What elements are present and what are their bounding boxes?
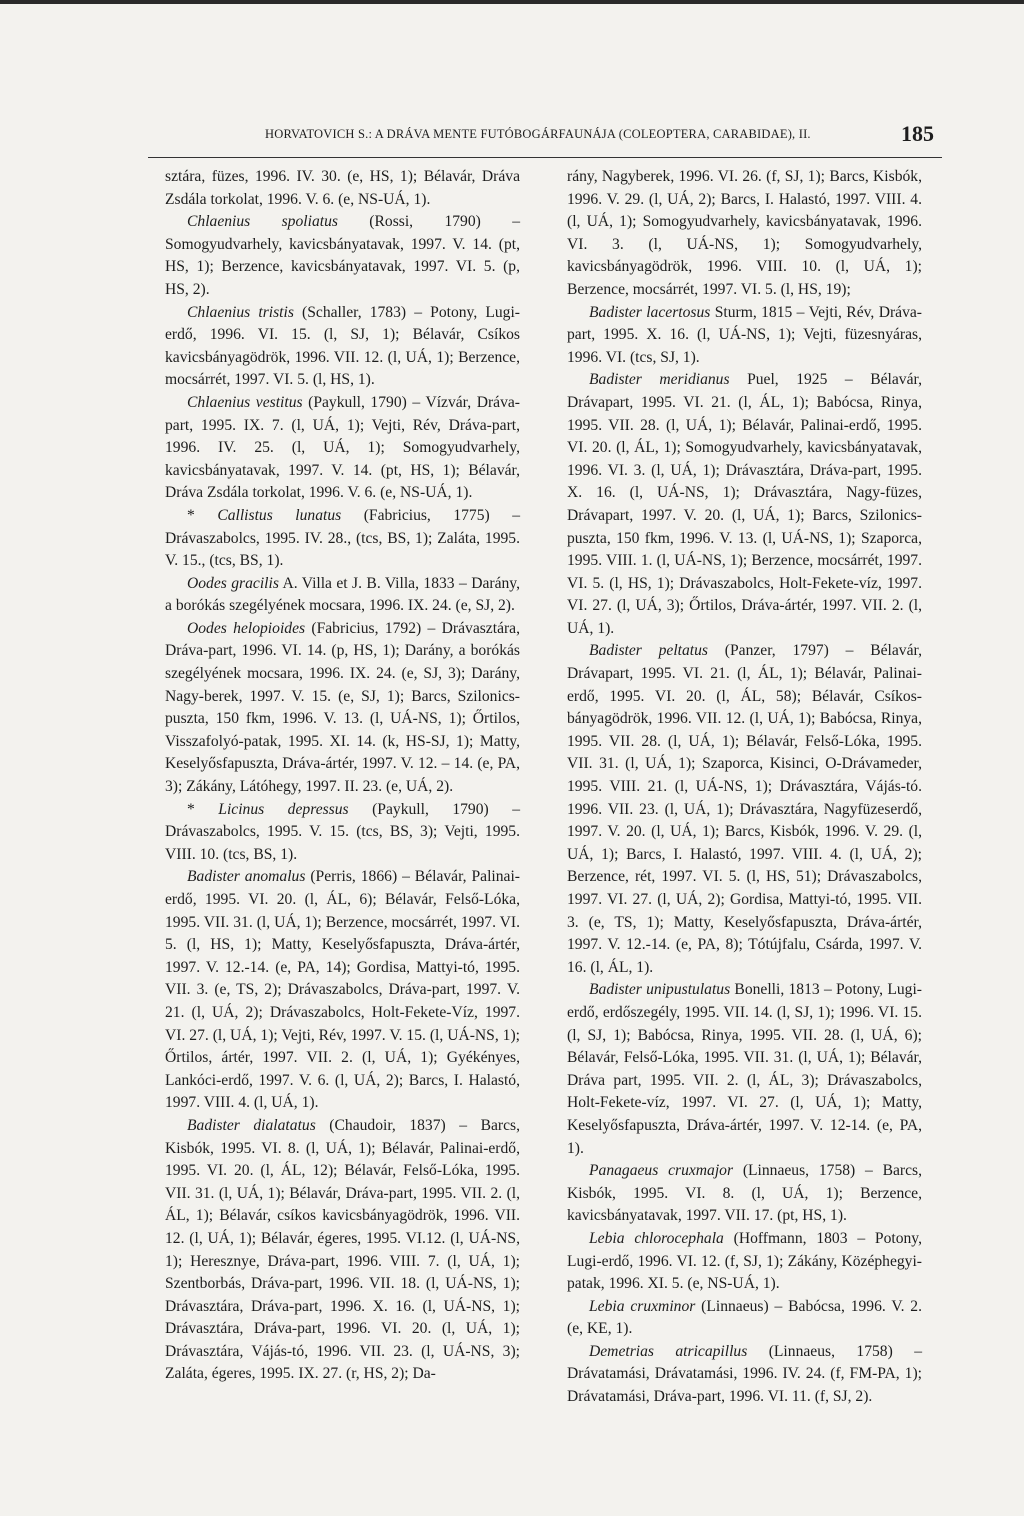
species-name: Chlaenius tristis <box>187 303 294 321</box>
record-text: Sturm, 1815 – Vejti, Rév, Dráva-part, 1995. X. 16. (l, UÁ-NS, 1); Vejti, füzesnyáras, 1996. VI. (tcs, SJ, 1). <box>567 303 922 366</box>
page-number: 185 <box>901 121 934 146</box>
species-entry <box>165 618 520 799</box>
species-entry <box>165 302 520 392</box>
record-text: (Schaller, 1783) – Potony, Lugi-erdő, 1996. VI. 15. (l, SJ, 1); Bélavár, Csíkos kavicsbányagödrök, 1996. VII. 12. (l, UÁ, 1); Berzence, mocsárrét, 1997. VI. 5. (l, HS, 1). <box>165 303 520 389</box>
species-name: Badister lacertosus <box>589 303 711 321</box>
record-text: (Linnaeus) – Babócsa, 1996. V. 2. (e, KE, 1). <box>567 1297 922 1338</box>
species-entry <box>567 1341 922 1409</box>
record-text: sztára, füzes, 1996. IV. 30. (e, HS, 1); Bélavár, Dráva Zsdála torkolat, 1996. V. 6. (e, NS-UÁ, 1). <box>165 168 520 208</box>
species-name: Panagaeus cruxmajor <box>589 1162 734 1180</box>
species-name: Callistus lunatus <box>217 506 342 524</box>
record-text: Bonelli, 1813 – Potony, Lugi-erdő, erdőszegély, 1995. VII. 14. (l, SJ, 1); 1996. VI. 15.(l, SJ, 1); Babócsa, Rinya, 1995. VII. 28. (l, UÁ, 6); Bélavár, Felső-Lóka, 1995. VII. 31. (l, UÁ, 1); Bélavár, Dráva part, 1995. VII. 2. (l, ÁL, 3); Drávaszabolcs, Holt-Fekete-víz, 1997. VI. 27. (l, UÁ, 1); Matty, Keselyősfapuszta, Dráva-ártér, 1997. V. 12-14. (e, PA, 1). <box>567 981 922 1157</box>
species-entry <box>165 211 520 301</box>
species-entry <box>165 392 520 505</box>
species-entry <box>165 799 520 867</box>
species-name: Chlaenius vestitus <box>187 393 303 411</box>
left-column <box>165 166 520 1386</box>
page-header <box>148 121 942 158</box>
record-text: Puel, 1925 – Bélavár, Drávapart, 1995. VI. 21. (l, ÁL, 1); Babócsa, Rinya, 1995. VII. 28. (l, UÁ, 1); Bélavár, Palinai-erdő, 1995. VI. 20. (l, ÁL, 1); Somogyudvarhely, kavicsbányatavak, 1996. VI. 3. (l, UÁ, 1); Drávasztára, Dráva-part, 1995. X. 16. (l, UÁ-NS, 1); Drávasztára, Nagy-füzes, Drávapart, 1997. V. 20. (l, UÁ, 1); Barcs, Szilonics-puszta, 150 fkm, 1996. V. 13. (l, UÁ-NS, 1); Szaporca, 1995. VIII. 1. (l, UÁ-NS, 1); Berzence, mocsárrét, 1997. VI. 5. (l, HS, 1); Drávaszabolcs, Holt-Fekete-víz, 1997. VI. 27. (l, UÁ, 3); Őrtilos, Dráva-ártér, 1997. VII. 2. (l, UÁ, 1). <box>567 371 922 637</box>
running-head: HORVATOVICH S.: A DRÁVA MENTE FUTÓBOGÁRFAUNÁJA (COLEOPTERA, CARABIDAE), II. <box>265 127 811 141</box>
page-top-rule <box>0 0 1024 4</box>
species-name: Lebia chlorocephala <box>589 1229 724 1247</box>
species-entry <box>165 573 520 618</box>
species-entry <box>165 1115 520 1386</box>
record-text: (Linnaeus, 1758) – Drávatamási, Drávatamási, 1996. IV. 24. (f, FM-PA, 1); Drávatamási, Dráva-part, 1996. VI. 11. (f, SJ, 2). <box>567 1342 922 1406</box>
continued-paragraph <box>165 166 520 211</box>
record-text: (Paykull, 1790) – Drávaszabolcs, 1995. V. 15. (tcs, BS, 3); Vejti, 1995. VIII. 10. (tcs, BS, 1). <box>165 800 520 863</box>
record-text: (Panzer, 1797) – Bélavár, Drávapart, 1995. VI. 21. (l, ÁL, 1); Bélavár, Palinai-erdő, 1995. VI. 20. (l, ÁL, 58); Bélavár, Csíkos-bányagödrök, 1996. VII. 12. (l, UÁ, 1); Babócsa, Rinya, 1995. VII. 28. (l, UÁ, 1); Bélavár, Felső-Lóka, 1995. VII. 31. (l, UÁ, 1); Szaporca, Kisinci, O-Drávameder, 1995. VIII. 21. (l, UÁ-NS, 1); Drávasztára, Vájás-tó. 1996. VII. 23. (l, UÁ, 1); Drávasztára, Nagyfüzeserdő, 1997. V. 20. (l, UÁ, 1); Barcs, Kisbók, 1996. V. 29. (l, UÁ, 1); Barcs, I. Halastó, 1997. VIII. 4. (l, UÁ, 2); Berzence, rét, 1997. VI. 5. (l, HS, 51); Drávaszabolcs, 1997. VI. 27. (l, UÁ, 2); Gordisa, Mattyi-tó, 1995. VII. 3. (e, TS, 1); Matty, Keselyősfapuszta, Dráva-ártér, 1997. V. 12.-14. (e, PA, 8); Tótújfalu, Csárda, 1997. V. 16. (l, ÁL, 1). <box>567 642 922 976</box>
species-name: Oodes gracilis <box>187 574 279 592</box>
new-record-marker: * <box>187 800 219 818</box>
species-name: Licinus depressus <box>218 800 349 818</box>
species-name: Badister unipustulatus <box>589 981 731 999</box>
species-entry <box>165 866 520 1115</box>
record-text: (Linnaeus, 1758) – Barcs, Kisbók, 1995. VI. 8. (l, UÁ, 1); Berzence, kavicsbányatavak, 1997. VII. 17. (pt, HS, 1). <box>567 1162 922 1225</box>
species-entry <box>567 979 922 1160</box>
record-text: (Hoffmann, 1803 – Potony, Lugi-erdő, 1996. VI. 12. (f, SJ, 1); Zákány, Középhegyi-patak, 1996. XI. 5. (e, NS-UÁ, 1). <box>567 1229 922 1293</box>
record-text: (Chaudoir, 1837) – Barcs, Kisbók, 1995. VI. 8. (l, UÁ, 1); Bélavár, Palinai-erdő, 1995. VI. 20. (l, ÁL, 12); Bélavár, Felső-Lóka, 1995. VII. 31. (l, UÁ, 1); Bélavár, Dráva-part, 1995. VII. 2. (l, ÁL, 1); Bélavár, csíkos kavicsbányagödrök, 1996. VII. 12. (l, UÁ, 1); Bélavár, égeres, 1995. VI.12. (l, UÁ-NS, 1); Heresznye, Dráva-part, 1996. VIII. 7. (l, UÁ, 1); Szentborbás, Dráva-part, 1996. VII. 18. (l, UÁ-NS, 1); Drávasztára, Dráva-part, 1996. X. 16. (l, UÁ-NS, 1); Drávasztára, Dráva-part, 1996. VI. 20. (l, UÁ, 1); Drávasztára, Vájás-tó, 1996. VII. 23. (l, UÁ-NS, 3); Zaláta, égeres, 1995. IX. 27. (r, HS, 2); Da- <box>165 1116 520 1383</box>
record-text: (Fabricius, 1775) – Drávaszabolcs, 1995. IV. 28., (tcs, BS, 1); Zaláta, 1995. V. 15., (tcs, BS, 1). <box>165 506 521 570</box>
species-entry <box>567 369 922 640</box>
species-entry <box>567 1160 922 1228</box>
species-name: Badister dialatatus <box>187 1116 316 1134</box>
species-name: Badister meridianus <box>589 371 730 389</box>
right-column <box>567 166 922 1409</box>
species-entry <box>165 505 520 573</box>
species-name: Demetrias atricapillus <box>589 1342 748 1360</box>
species-name: Lebia cruxminor <box>589 1297 696 1315</box>
species-name: Badister anomalus <box>187 868 306 886</box>
record-text: (Rossi, 1790) – Somogyudvarhely, kavicsbányatavak, 1997. V. 14. (pt, HS, 1); Berzence, kavicsbányatavak, 1997. VI. 5. (p, HS, 2). <box>165 213 520 298</box>
record-text: rány, Nagyberek, 1996. VI. 26. (f, SJ, 1); Barcs, Kisbók, 1996. V. 29. (l, UÁ, 2); Barcs, I. Halastó, 1997. VIII. 4. (l, UÁ, 1); Somogyudvarhely, kavicsbányatavak, 1996. VI. 3. (l, UÁ-NS, 1); Somogyudvarhely, kavicsbányagödrök, 1996. VIII. 10. (l, UÁ, 1); Berzence, mocsárrét, 1997. VI. 5. (l, HS, 19); <box>567 168 922 298</box>
new-record-marker: * <box>187 506 218 524</box>
record-text: A. Villa et J. B. Villa, 1833 – Darány, a borókás szegélyének mocsara, 1996. IX. 24. (e, SJ, 2). <box>165 574 520 615</box>
species-entry <box>567 640 922 979</box>
species-name: Badister peltatus <box>589 642 709 660</box>
record-text: (Paykull, 1790) – Vízvár, Dráva-part, 1995. IX. 7. (l, UÁ, 1); Vejti, Rév, Dráva-part, 1996. IV. 25. (l, UÁ, 1); Somogyudvarhely, kavicsbányatavak, 1997. V. 14. (pt, HS, 1); Bélavár, Dráva Zsdála torkolat, 1996. V. 6. (e, NS-UÁ, 1). <box>165 393 520 502</box>
species-entry <box>567 1228 922 1296</box>
record-text: (Perris, 1866) – Bélavár, Palinai-erdő, 1995. VI. 20. (l, ÁL, 6); Bélavár, Felső-Lóka, 1995. VII. 31. (l, UÁ, 1); Berzence, mocsárrét, 1997. VI. 5. (l, HS, 1); Matty, Keselyősfapuszta, Dráva-ártér, 1997. V. 12.-14. (e, PA, 14); Gordisa, Mattyi-tó, 1995. VII. 3. (e, TS, 2); Drávaszabolcs, Dráva-part, 1997. V. 21. (l, UÁ, 2); Drávaszabolcs, Holt-Fekete-Víz, 1997. VI. 27. (l, UÁ, 1); Vejti, Rév, 1997. V. 15. (l, UÁ-NS, 1); Őrtilos, ártér, 1997. VII. 2. (l, UÁ, 1); Gyékényes, Lankóci-erdő, 1997. V. 6. (l, UÁ, 2); Barcs, I. Halastó, 1997. VIII. 4. (l, UÁ, 1). <box>165 868 520 1112</box>
species-entry <box>567 302 922 370</box>
species-entry <box>567 1296 922 1341</box>
species-name: Oodes helopioides <box>187 619 306 637</box>
continued-paragraph <box>567 166 922 302</box>
species-name: Chlaenius spoliatus <box>187 213 338 231</box>
record-text: (Fabricius, 1792) – Drávasztára, Dráva-part, 1996. VI. 14. (p, HS, 1); Darány, a borókás szegélyének mocsara, 1996. IX. 24. (e, SJ, 3); Darány, Nagy-berek, 1997. V. 15. (e, SJ, 1); Barcs, Szilonics-puszta, 150 fkm, 1996. V. 13. (l, UÁ-NS, 1); Őrtilos, Visszafolyó-patak, 1995. XI. 14. (k, HS-SJ, 1); Matty, Keselyősfapuszta, Dráva-ártér, 1997. V. 12. – 14. (e, PA, 3); Zákány, Látóhegy, 1997. II. 23. (e, UÁ, 2). <box>165 619 520 796</box>
